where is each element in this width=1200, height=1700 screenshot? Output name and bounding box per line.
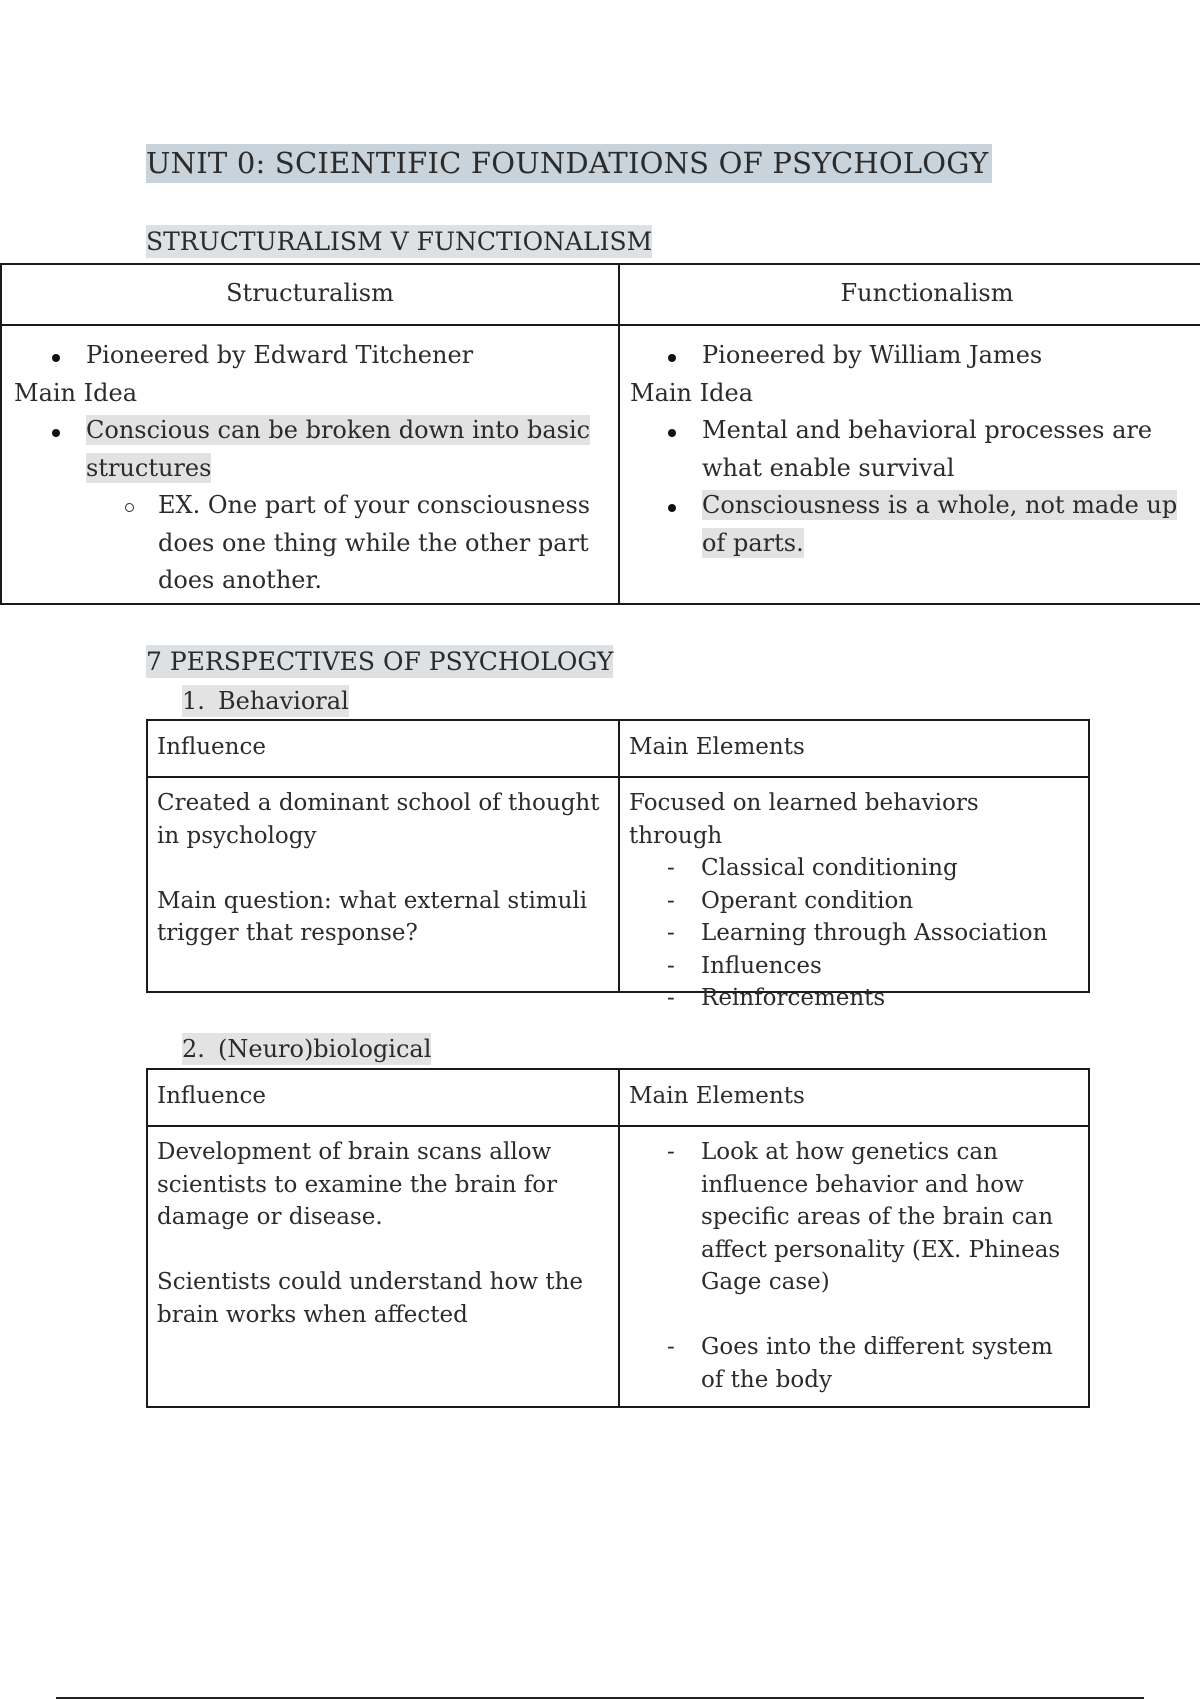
functionalism-idea: Mental and behavioral processes are what enable survival (702, 416, 1153, 482)
bullet-icon (668, 429, 676, 437)
perspective-number: 1. (182, 687, 205, 715)
table-row-divider (148, 1125, 1088, 1127)
perspective-number: 2. (182, 1035, 205, 1063)
page-footer-rule (56, 1697, 1144, 1699)
structuralism-example: EX. One part of your consciousness does one thing while the other part does another. (158, 491, 591, 594)
bullet-icon (52, 429, 60, 437)
table-column-divider (618, 1070, 620, 1406)
list-item (630, 412, 1190, 487)
list-item: - Learning through Association (629, 917, 1079, 950)
influence-text: Scientists could understand how the brain works when affected (157, 1269, 583, 1328)
functionalism-cell (630, 337, 1190, 562)
elements-intro: Focused on learned behaviors through (629, 790, 979, 849)
list-item (630, 337, 1190, 375)
list-item: - Goes into the different system of the body (629, 1331, 1079, 1396)
main-idea-label: Main Idea (14, 378, 137, 407)
structuralism-header: Structuralism (226, 279, 394, 307)
list-item: - Reinforcements (629, 982, 1079, 1015)
table-column-divider (618, 721, 620, 991)
list-item: - Classical conditioning (629, 852, 1079, 885)
main-elements-cell (629, 787, 1079, 1015)
table-column-divider (618, 265, 620, 603)
main-elements-header: Main Elements (629, 734, 805, 760)
hollow-bullet-icon (125, 503, 134, 512)
list-item: - Look at how genetics can influence behavior and how specific areas of the brain can affect personality (EX. Phineas Gage case) (629, 1136, 1079, 1299)
influence-cell (157, 787, 607, 950)
list-item (14, 487, 604, 600)
structuralism-idea: Conscious can be broken down into basic structures (86, 416, 591, 482)
main-elements-cell (629, 1136, 1079, 1396)
perspective-title (182, 685, 349, 717)
perspective-title (182, 1033, 431, 1065)
behavioral-table (146, 719, 1090, 1011)
functionalism-pioneer: Pioneered by William James (702, 341, 1043, 369)
unit-title: UNIT 0: SCIENTIFIC FOUNDATIONS OF PSYCHOLOGY (146, 144, 992, 183)
list-item: - Influences (629, 950, 1079, 983)
influence-cell (157, 1136, 607, 1331)
neurobiological-table (146, 1068, 1090, 1408)
structuralism-pioneer: Pioneered by Edward Titchener (86, 341, 474, 369)
list-item (14, 412, 604, 487)
bullet-icon (52, 354, 60, 362)
elements-list (629, 852, 1079, 1015)
influence-header: Influence (157, 1083, 266, 1109)
main-idea-label: Main Idea (630, 378, 753, 407)
perspectives-heading: 7 PERSPECTIVES OF PSYCHOLOGY (146, 647, 614, 676)
influence-text: Main question: what external stimuli trigger that response? (157, 887, 588, 946)
functionalism-idea: Consciousness is a whole, not made up of parts. (702, 491, 1178, 557)
structuralism-heading: STRUCTURALISM V FUNCTIONALISM (146, 227, 653, 256)
influence-header: Influence (157, 734, 266, 760)
bullet-icon (668, 504, 676, 512)
list-item: - Operant condition (629, 885, 1079, 918)
influence-text: Created a dominant school of thought in psychology (157, 790, 600, 849)
functionalism-header: Functionalism (840, 279, 1014, 307)
table-row-divider (2, 324, 1200, 326)
perspective-name: (Neuro)biological (218, 1035, 432, 1063)
comparison-table (0, 263, 1200, 605)
main-elements-header: Main Elements (629, 1083, 805, 1109)
list-item (630, 487, 1190, 562)
influence-text: Development of brain scans allow scientists to examine the brain for damage or disease. (157, 1139, 558, 1230)
perspective-name: Behavioral (218, 687, 349, 715)
list-item (14, 337, 604, 375)
table-row-divider (148, 776, 1088, 778)
list-spacer (629, 1299, 1079, 1332)
structuralism-cell (14, 337, 604, 600)
elements-list (629, 1136, 1079, 1396)
bullet-icon (668, 354, 676, 362)
